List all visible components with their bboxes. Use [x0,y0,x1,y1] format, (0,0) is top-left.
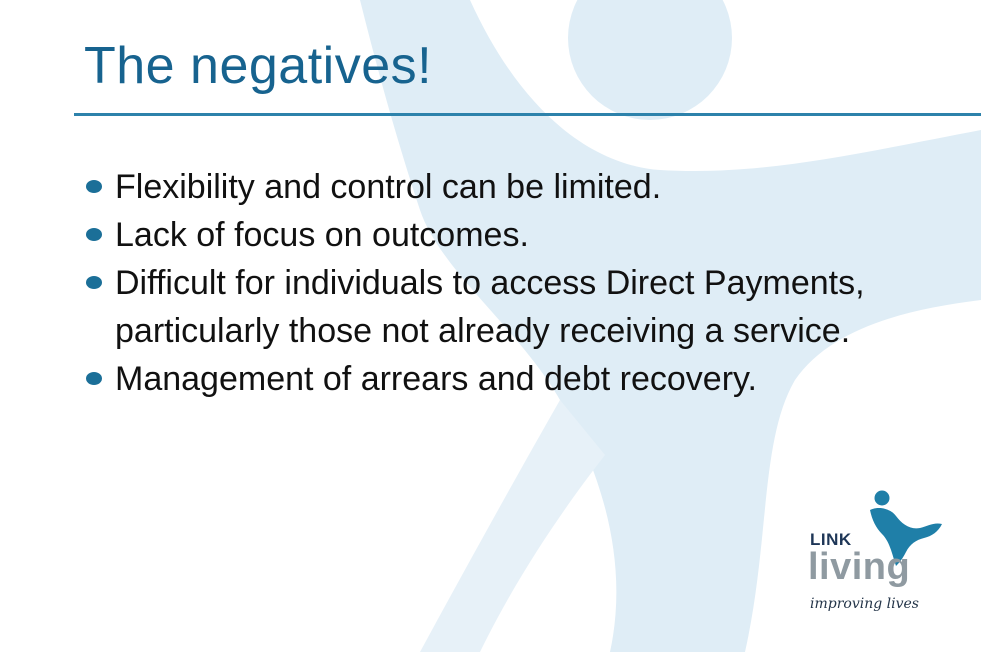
bullet-text: Lack of focus on outcomes. [115,216,529,254]
logo-tagline: improving lives [810,596,919,612]
bullet-text: Flexibility and control can be limited. [115,168,662,206]
slide-title: The negatives! [84,37,433,95]
bullet-dot-icon [86,180,102,193]
bullet-list [84,163,964,403]
bullet-item [84,259,964,355]
bullet-text: Difficult for individuals to access Direct Payments, particularly those not already receiving a service. [115,264,865,350]
title-divider [74,113,981,116]
bullet-dot-icon [86,372,102,385]
link-living-logo [804,488,954,618]
bullet-text: Management of arrears and debt recovery. [115,360,757,398]
bullet-dot-icon [86,276,102,289]
logo-living-text: living [808,546,911,588]
logo-link-text: LINK [810,530,852,549]
bullet-item [84,355,964,403]
bullet-item [84,211,964,259]
bullet-dot-icon [86,228,102,241]
bullet-item [84,163,964,211]
